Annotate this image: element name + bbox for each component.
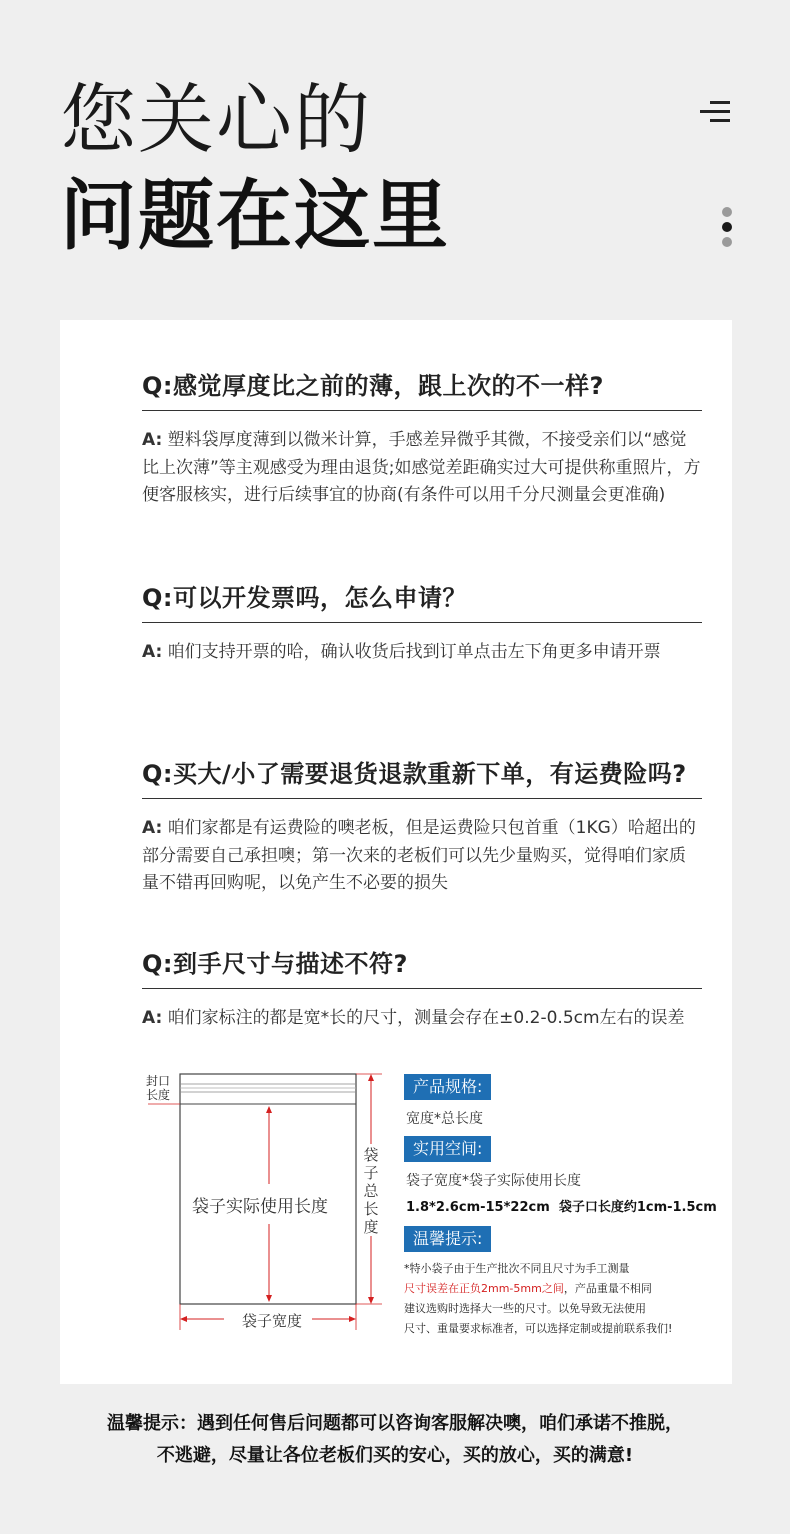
faq-card	[60, 320, 732, 1384]
tip-line-4: 尺寸、重量要求标准者，可以选择定制或提前联系我们!	[404, 1322, 673, 1335]
faq-item	[142, 754, 702, 898]
space-tag: 实用空间:	[404, 1136, 491, 1162]
menu-lines-icon[interactable]	[700, 100, 732, 124]
faq-question: Q:买大/小了需要退货退款重新下单，有运费险吗?	[142, 754, 702, 799]
bag-size-diagram	[142, 1072, 722, 1342]
faq-question: Q:到手尺寸与描述不符?	[142, 944, 702, 989]
bag-width-label: 袋子宽度	[238, 1310, 306, 1331]
faq-question: Q:可以开发票吗，怎么申请？	[142, 578, 702, 623]
tip-line-2: 尺寸误差在正负2mm-5mm之间，产品重量不相同	[404, 1282, 652, 1295]
tip-line-1: *特小袋子由于生产批次不同且尺寸为手工测量	[404, 1262, 630, 1275]
faq-item	[142, 366, 702, 510]
title-light: 您关心的	[60, 75, 372, 164]
spec-tag: 产品规格:	[404, 1074, 491, 1100]
space-sizes: 1.8*2.6cm-15*22cm 袋子口长度约1cm-1.5cm	[406, 1200, 717, 1215]
faq-answer: A: 咱们家都是有运费险的噢老板，但是运费险只包首重（1KG）哈超出的部分需要自己承担噢；第一次来的老板们可以先少量购买，觉得咱们家质量不错再回购呢，以免产生不必要的损失	[142, 818, 696, 893]
total-length-label: 袋 子 总 长 度	[363, 1146, 379, 1236]
spec-text: 宽度*总长度	[406, 1111, 483, 1127]
faq-question: Q:感觉厚度比之前的薄，跟上次的不一样?	[142, 366, 702, 411]
usable-length-label: 袋子实际使用长度	[192, 1190, 328, 1219]
tip-tag: 温馨提示:	[404, 1226, 491, 1252]
faq-answer: A: 塑料袋厚度薄到以微米计算，手感差异微乎其微，不接受亲们以“感觉比上次薄”等主观感受为理由退货;如感觉差距确实过大可提供称重照片，方便客服核实，进行后续事宜的协商(有条件可以用千分尺测量会更准确)	[142, 430, 701, 505]
faq-item	[142, 578, 702, 667]
title-bold: 问题在这里	[60, 171, 450, 260]
tip-line-3: 建议选购时选择大一些的尺寸。以免导致无法使用	[404, 1302, 646, 1315]
seal-length-label: 封口 长度	[146, 1074, 171, 1102]
space-text: 袋子宽度*袋子实际使用长度	[406, 1173, 581, 1189]
vertical-dots-icon[interactable]	[720, 206, 734, 248]
faq-item	[142, 944, 702, 1033]
footer-notice: 温馨提示：遇到任何售后问题都可以咨询客服解决噢，咱们承诺不推脱， 不逃避，尽量让各位老板们买的安心，买的放心，买的满意!	[107, 1413, 683, 1466]
faq-answer: A: 咱们支持开票的哈，确认收货后找到订单点击左下角更多申请开票	[142, 642, 661, 662]
faq-answer: A: 咱们家标注的都是宽*长的尺寸，测量会存在±0.2-0.5cm左右的误差	[142, 1008, 685, 1028]
